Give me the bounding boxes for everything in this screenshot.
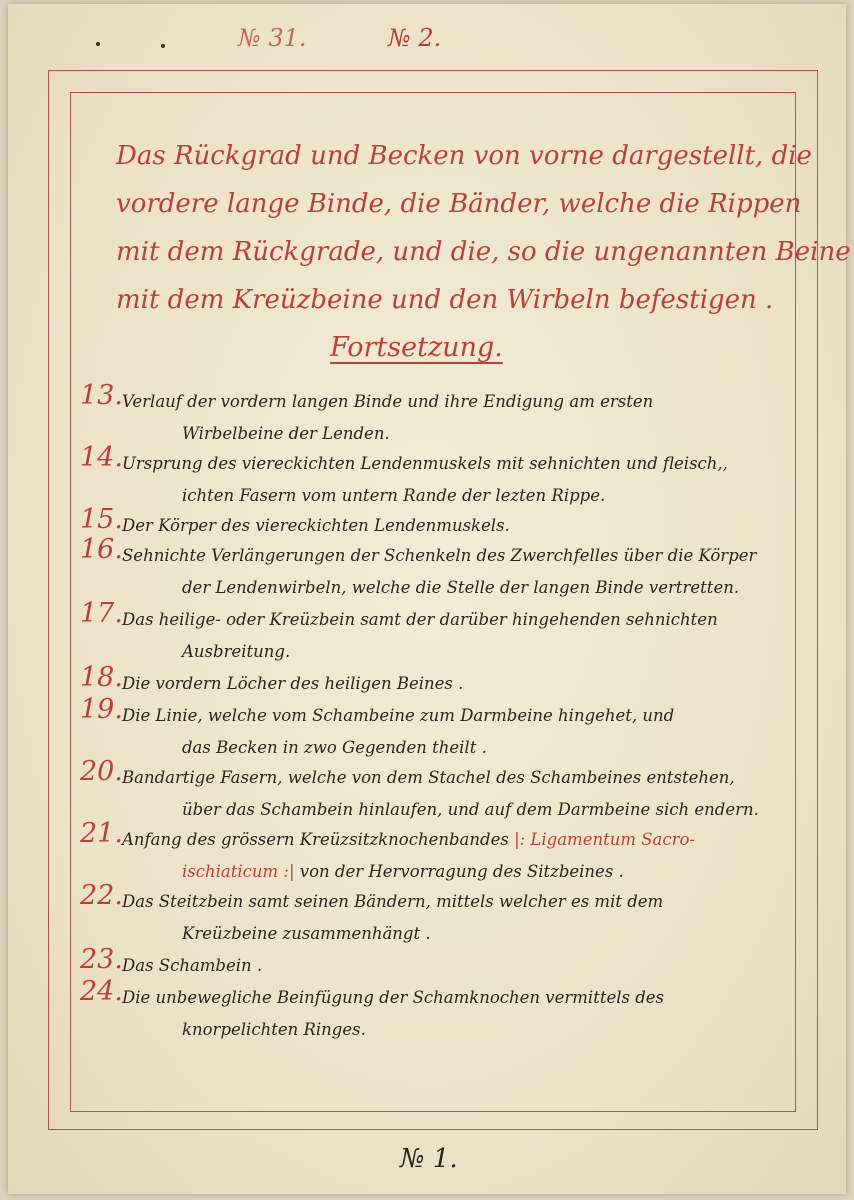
entry-number: 24.: [80, 976, 123, 1007]
entry-number: 15.: [80, 504, 123, 535]
entry-text: Wirbelbeine der Lenden.: [182, 424, 390, 443]
list-item: [80, 818, 792, 888]
list-item: [80, 756, 792, 826]
entry-text: das Becken in zwo Gegenden theilt .: [182, 738, 487, 757]
list-item: [80, 598, 792, 668]
entry-text-part: Anfang des grössern Kreüzsitzknochenbandes: [122, 830, 509, 849]
entry-number: 23.: [80, 944, 123, 975]
list-item: [80, 880, 792, 950]
entry-number: 13.: [80, 380, 123, 411]
page-title: [116, 132, 851, 324]
entry-text: Ausbreitung.: [182, 642, 291, 661]
entry-number: 14.: [80, 442, 123, 473]
latin-term: ischiaticum :|: [182, 862, 295, 881]
ink-spot: [96, 42, 100, 46]
entry-number: 17.: [80, 598, 123, 629]
list-item: [80, 976, 792, 1046]
ink-spot: [161, 44, 165, 48]
entry-text: über das Schambein hinlaufen, und auf dem Darmbeine sich endern.: [182, 800, 759, 819]
title-line: mit dem Kreüzbeine und den Wirbeln befestigen .: [116, 285, 774, 315]
entry-text: Das Steitzbein samt seinen Bändern, mittels welcher es mit dem: [122, 892, 664, 911]
entry-text-part: von der Hervorragung des Sitzbeines .: [294, 862, 624, 881]
entry-text: knorpelichten Ringes.: [182, 1020, 366, 1039]
list-item: [80, 662, 792, 700]
entry-number: 22.: [80, 880, 123, 911]
entry-number: 16.: [80, 534, 123, 565]
entry-text: Die Linie, welche vom Schambeine zum Darmbeine hingehet, und: [122, 706, 675, 725]
entry-text: ichten Fasern vom untern Rande der lezten Rippe.: [182, 486, 606, 505]
list-item: [80, 504, 792, 542]
entry-number: 21.: [80, 818, 123, 849]
entry-text: Das Schambein .: [122, 956, 263, 975]
entry-number: 20.: [80, 756, 123, 787]
list-item: [80, 442, 792, 512]
entry-text: Die unbewegliche Beinfügung der Schamknochen vermittels des: [122, 988, 665, 1007]
list-item: [80, 534, 792, 604]
subtitle: Fortsetzung.: [330, 332, 503, 363]
title-line: vordere lange Binde, die Bänder, welche die Rippen: [116, 189, 802, 219]
entry-text: Sehnichte Verlängerungen der Schenkeln des Zwerchfelles über die Körper: [122, 546, 757, 565]
list-item: [80, 694, 792, 764]
entry-number: 18.: [80, 662, 123, 693]
manuscript-page: [8, 4, 851, 1194]
title-line: mit dem Rückgrade, und die, so die ungenannten Beine: [116, 237, 851, 267]
entry-text: Der Körper des viereckichten Lendenmuskels.: [122, 516, 510, 535]
list-item: [80, 380, 792, 450]
page-footer-number: № 1.: [400, 1144, 458, 1174]
title-line: Das Rückgrad und Becken von vorne dargestellt, die: [116, 141, 812, 171]
entry-text: [80, 856, 792, 888]
entry-text: Die vordern Löcher des heiligen Beines .: [122, 674, 464, 693]
entry-text: Kreüzbeine zusammenhängt .: [182, 924, 431, 943]
entry-text: Ursprung des viereckichten Lendenmuskels mit sehnichten und fleisch,,: [122, 454, 728, 473]
struck-plate-number: № 31.: [238, 24, 307, 52]
entry-text: Bandartige Fasern, welche von dem Stachel des Schambeines entstehen,: [122, 768, 735, 787]
entry-text: Das heilige- oder Kreüzbein samt der darüber hingehenden sehnichten: [122, 610, 718, 629]
list-item: [80, 944, 792, 982]
entry-text: [80, 824, 792, 856]
entry-text: Verlauf der vordern langen Binde und ihre Endigung am ersten: [122, 392, 654, 411]
plate-number: № 2.: [388, 24, 442, 52]
entry-text: der Lendenwirbeln, welche die Stelle der langen Binde vertretten.: [182, 578, 740, 597]
latin-term: |: Ligamentum Sacro-: [514, 830, 696, 849]
entry-number: 19.: [80, 694, 123, 725]
